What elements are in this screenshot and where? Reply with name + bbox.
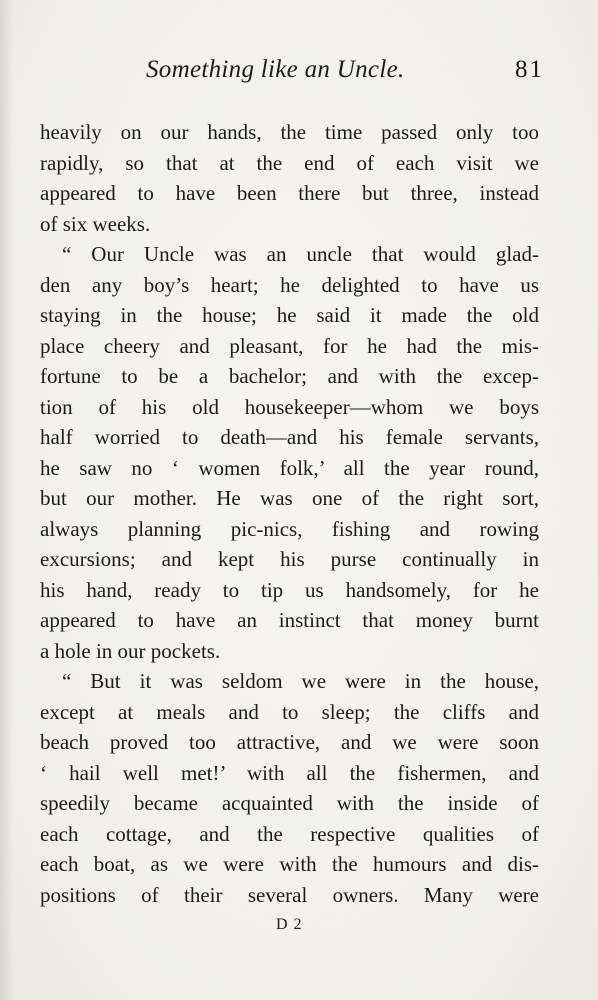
body-text [40,117,539,910]
text-line: speedily became acquainted with the inside of [40,791,539,815]
text-line: except at meals and to sleep; the cliffs and [40,699,539,724]
text-line: staying in the house; he said it made the old [40,303,539,327]
text-line: appeared to have been there but three, instead [40,181,539,205]
text-line: he saw no ‘ women folk,’ all the year round, [40,455,539,480]
text-line: but our mother. He was one of the right sort, [40,486,539,510]
text-line: a hole in our pockets. [40,638,221,663]
signature-mark: D 2 [276,916,303,933]
running-head [40,56,548,88]
text-line: tion of his old housekeeper—whom we boys [40,394,539,419]
text-line: excursions; and kept his purse continually in [40,547,539,571]
text-line: fortune to be a bachelor; and with the excep- [40,364,539,388]
text-line: his hand, ready to tip us handsomely, for he [40,577,539,602]
text-line: always planning pic-nics, fishing and rowing [40,516,539,541]
page-number: 81 [515,56,544,83]
text-line: of six weeks. [40,211,151,236]
text-line: den any boy’s heart; he delighted to have us [40,272,539,297]
text-line: ‘ hail well met!’ with all the fishermen, and [40,760,539,785]
running-title: Something like an Uncle. [146,56,405,83]
text-line: positions of their several owners. Many were [40,882,539,907]
text-line: “ Our Uncle was an uncle that would glad- [62,242,539,266]
text-line: place cheery and pleasant, for he had the mis- [40,333,539,358]
text-line: rapidly, so that at the end of each visit we [40,150,539,175]
text-line: each boat, as we were with the humours and dis- [40,852,539,876]
text-line: heavily on our hands, the time passed only too [40,120,539,144]
text-line: half worried to death—and his female servants, [40,425,539,449]
text-line: “ But it was seldom we were in the house, [62,669,539,693]
text-line: each cottage, and the respective qualities of [40,821,539,846]
text-line: beach proved too attractive, and we were soon [40,730,539,754]
page-gutter-shadow [0,0,14,1000]
text-line: appeared to have an instinct that money burnt [40,608,539,632]
